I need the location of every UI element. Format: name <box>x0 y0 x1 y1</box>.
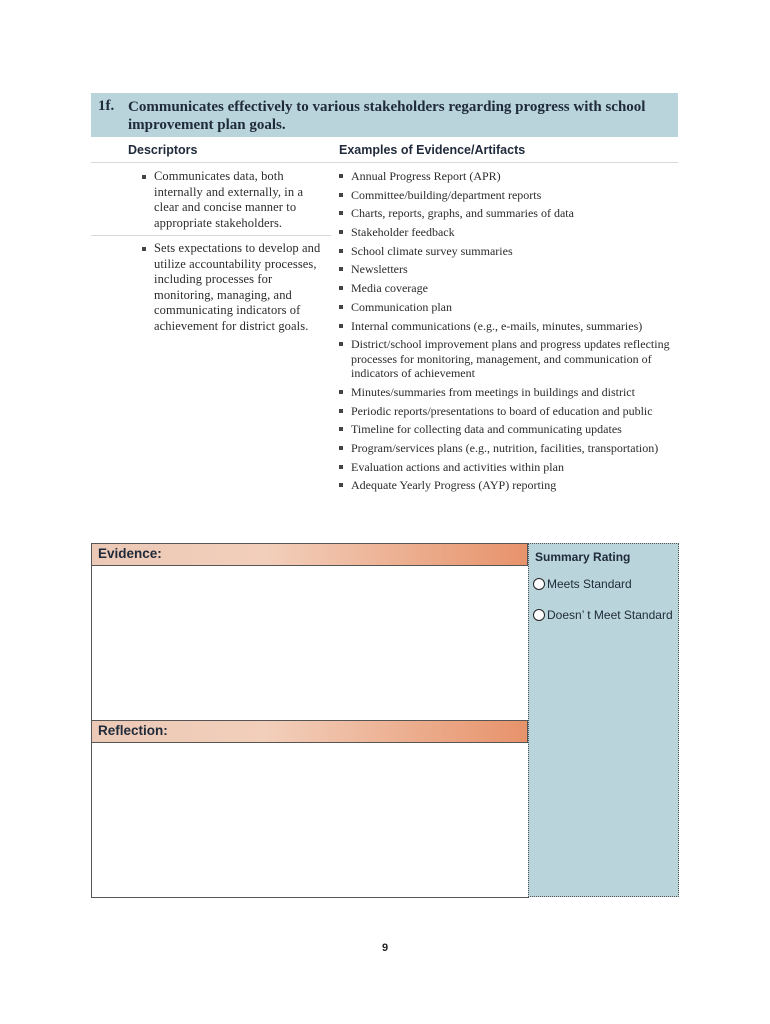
radio-button-icon[interactable] <box>533 609 545 621</box>
example-item: Committee/building/department reports <box>339 188 674 203</box>
bullet-icon <box>339 409 343 413</box>
example-item: Stakeholder feedback <box>339 225 674 240</box>
bullet-icon <box>142 175 146 179</box>
summary-rating-panel <box>528 543 679 897</box>
descriptor-list-1 <box>142 169 322 231</box>
bullet-icon <box>339 427 343 431</box>
bullet-icon <box>339 211 343 215</box>
example-item: Communication plan <box>339 300 674 315</box>
reflection-header <box>91 720 528 743</box>
example-item: District/school improvement plans and progress updates reflecting processes for monitoring, management, and communication of indicators of achievement <box>339 337 674 381</box>
example-item: Annual Progress Report (APR) <box>339 169 674 184</box>
evidence-header <box>91 543 528 566</box>
bullet-icon <box>339 249 343 253</box>
example-item: Minutes/summaries from meetings in buildings and district <box>339 385 674 400</box>
bullet-icon <box>339 267 343 271</box>
example-item: Internal communications (e.g., e-mails, minutes, summaries) <box>339 319 674 334</box>
meets-standard-label: Meets Standard <box>547 577 632 591</box>
bullet-icon <box>339 483 343 487</box>
standard-number: 1f. <box>98 98 115 114</box>
summary-rating-title: Summary Rating <box>535 550 631 564</box>
bullet-icon <box>339 305 343 309</box>
examples-list <box>339 169 674 497</box>
example-item: Charts, reports, graphs, and summaries of data <box>339 206 674 221</box>
bullet-icon <box>339 342 343 346</box>
reflection-input-area[interactable] <box>93 743 525 895</box>
column-divider <box>91 162 678 163</box>
bullet-icon <box>339 286 343 290</box>
bullet-icon <box>339 446 343 450</box>
doesnt-meet-standard-label: Doesn’ t Meet Standard <box>547 608 673 622</box>
example-item: Timeline for collecting data and communicating updates <box>339 422 674 437</box>
example-item: School climate survey summaries <box>339 244 674 259</box>
standard-title: Communicates effectively to various stakeholders regarding progress with school improvement plan goals. <box>128 99 646 133</box>
bullet-icon <box>339 174 343 178</box>
descriptor-item: Sets expectations to develop and utilize accountability processes, including processes for monitoring, managing, and communicating indicators of achievement for district goals. <box>142 241 322 334</box>
descriptor-item: Communicates data, both internally and externally, in a clear and concise manner to appropriate stakeholders. <box>142 169 322 231</box>
bullet-icon <box>142 247 146 251</box>
example-item: Periodic reports/presentations to board of education and public <box>339 404 674 419</box>
descriptors-heading: Descriptors <box>128 143 198 157</box>
bullet-icon <box>339 465 343 469</box>
evidence-input-area[interactable] <box>93 566 525 719</box>
example-item: Media coverage <box>339 281 674 296</box>
doesnt-meet-standard-option[interactable] <box>533 608 673 622</box>
bullet-icon <box>339 193 343 197</box>
reflection-label: Reflection: <box>98 723 168 738</box>
evidence-label: Evidence: <box>98 546 162 561</box>
examples-heading: Examples of Evidence/Artifacts <box>339 143 526 157</box>
bullet-icon <box>339 324 343 328</box>
page-number: 9 <box>381 942 389 954</box>
descriptor-divider <box>91 235 331 236</box>
radio-button-icon[interactable] <box>533 578 545 590</box>
example-item: Evaluation actions and activities within plan <box>339 460 674 475</box>
bullet-icon <box>339 390 343 394</box>
example-item: Program/services plans (e.g., nutrition, facilities, transportation) <box>339 441 674 456</box>
bullet-icon <box>339 230 343 234</box>
example-item: Adequate Yearly Progress (AYP) reporting <box>339 478 674 493</box>
example-item: Newsletters <box>339 262 674 277</box>
meets-standard-option[interactable] <box>533 577 632 591</box>
descriptor-list-2 <box>142 241 322 334</box>
